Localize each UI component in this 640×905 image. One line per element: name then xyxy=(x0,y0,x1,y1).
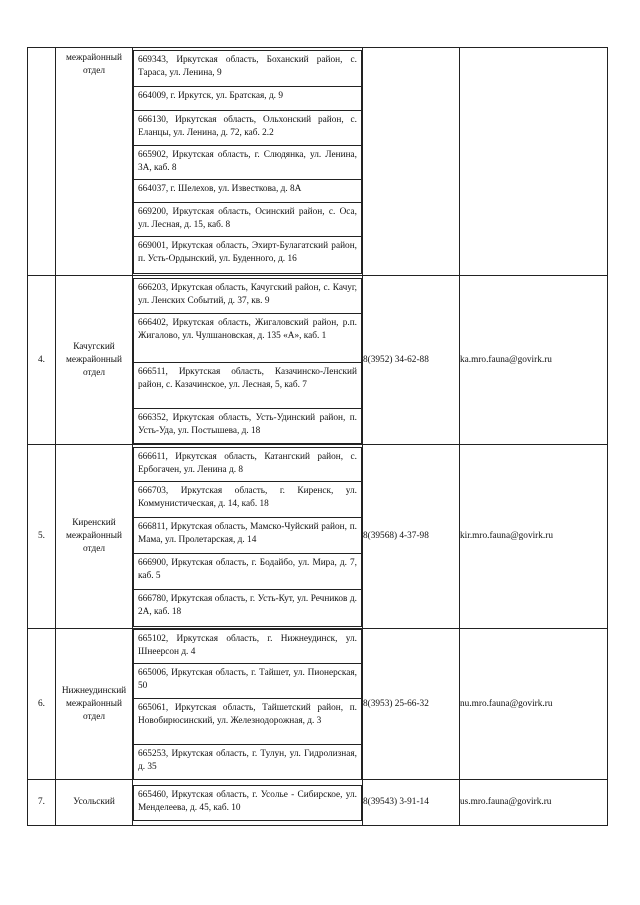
address-cell: 665253, Иркутская область, г. Тулун, ул. Гидролизная, д. 35 xyxy=(133,744,362,780)
address-list xyxy=(133,276,363,445)
address-cell: 669001, Иркутская область, Эхирт-Булагатский район, п. Усть-Ордынский, ул. Буденного, д. 16 xyxy=(133,236,362,274)
address-cell: 669343, Иркутская область, Боханский район, с. Тараса, ул. Ленина, 9 xyxy=(133,50,362,87)
office-name: Усольский xyxy=(56,780,133,826)
address-cell: 665061, Иркутская область, Тайшетский район, п. Новобирюсинский, ул. Железнодорожная, д. 3 xyxy=(133,698,362,745)
email: ka.mro.fauna@govirk.ru xyxy=(460,276,608,445)
offices-table xyxy=(27,47,608,826)
row-number: 5. xyxy=(28,445,56,629)
phone: 8(3953) 25-66-32 xyxy=(363,629,460,780)
row-number: 6. xyxy=(28,629,56,780)
table-row xyxy=(28,445,608,629)
address-list xyxy=(133,629,363,780)
address-cell: 666203, Иркутская область, Качугский район, с. Качуг, ул. Ленских Событий, д. 37, кв. 9 xyxy=(133,278,362,314)
email: kir.mro.fauna@govirk.ru xyxy=(460,445,608,629)
office-name: Киренский межрайонный отдел xyxy=(56,445,133,629)
phone: 8(3952) 34-62-88 xyxy=(363,276,460,445)
phone xyxy=(363,48,460,276)
address-cell: 664009, г. Иркутск, ул. Братская, д. 9 xyxy=(133,86,362,111)
table-row xyxy=(28,629,608,780)
phone: 8(39568) 4-37-98 xyxy=(363,445,460,629)
address-cell: 666130, Иркутская область, Ольхонский район, с. Еланцы, ул. Ленина, д. 72, каб. 2.2 xyxy=(133,110,362,146)
table-row xyxy=(28,48,608,276)
address-cell: 665460, Иркутская область, г. Усолье - Сибирское, ул. Менделеева, д. 45, каб. 10 xyxy=(133,785,362,821)
address-cell: 665102, Иркутская область, г. Нижнеудинск, ул. Шнеерсон д. 4 xyxy=(133,629,362,664)
email: us.mro.fauna@govirk.ru xyxy=(460,780,608,826)
office-name: Качугский межрайонный отдел xyxy=(56,276,133,445)
office-name: межрайонный отдел xyxy=(56,48,133,276)
address-cell: 666511, Иркутская область, Казачинско-Ленский район, с. Казачинское, ул. Лесная, 5, каб. 7 xyxy=(133,362,362,409)
phone: 8(39543) 3-91-14 xyxy=(363,780,460,826)
table-row xyxy=(28,780,608,826)
email: nu.mro.fauna@govirk.ru xyxy=(460,629,608,780)
address-list xyxy=(133,48,363,276)
address-cell: 666780, Иркутская область, г. Усть-Кут, ул. Речников д. 2А, каб. 18 xyxy=(133,589,362,627)
address-list xyxy=(133,780,363,826)
address-cell: 669200, Иркутская область, Осинский район, с. Оса, ул. Лесная, д. 15, каб. 8 xyxy=(133,202,362,237)
address-cell: 665006, Иркутская область, г. Тайшет, ул. Пионерская, 50 xyxy=(133,663,362,699)
address-cell: 666402, Иркутская область, Жигаловский район, р.п. Жигалово, ул. Чулшановская, д. 135 «А», каб. 1 xyxy=(133,313,362,363)
address-cell: 666352, Иркутская область, Усть-Удинский район, п. Усть-Уда, ул. Постышева, д. 18 xyxy=(133,408,362,444)
address-cell: 666900, Иркутская область, г. Бодайбо, ул. Мира, д. 7, каб. 5 xyxy=(133,553,362,590)
row-number: 4. xyxy=(28,276,56,445)
address-cell: 666611, Иркутская область, Катангский район, с. Ербогачен, ул. Ленина д. 8 xyxy=(133,447,362,482)
address-cell: 666811, Иркутская область, Мамско-Чуйский район, п. Мама, ул. Пролетарская, д. 14 xyxy=(133,517,362,554)
row-number xyxy=(28,48,56,276)
address-cell: 664037, г. Шелехов, ул. Известкова, д. 8А xyxy=(133,179,362,203)
office-name: Нижнеудинский межрайонный отдел xyxy=(56,629,133,780)
row-number: 7. xyxy=(28,780,56,826)
table-row xyxy=(28,276,608,445)
address-cell: 666703, Иркутская область, г. Киренск, ул. Коммунистическая, д. 14, каб. 18 xyxy=(133,481,362,518)
address-list xyxy=(133,445,363,629)
address-cell: 665902, Иркутская область, г. Слюдянка, ул. Ленина, 3А, каб. 8 xyxy=(133,145,362,180)
email xyxy=(460,48,608,276)
